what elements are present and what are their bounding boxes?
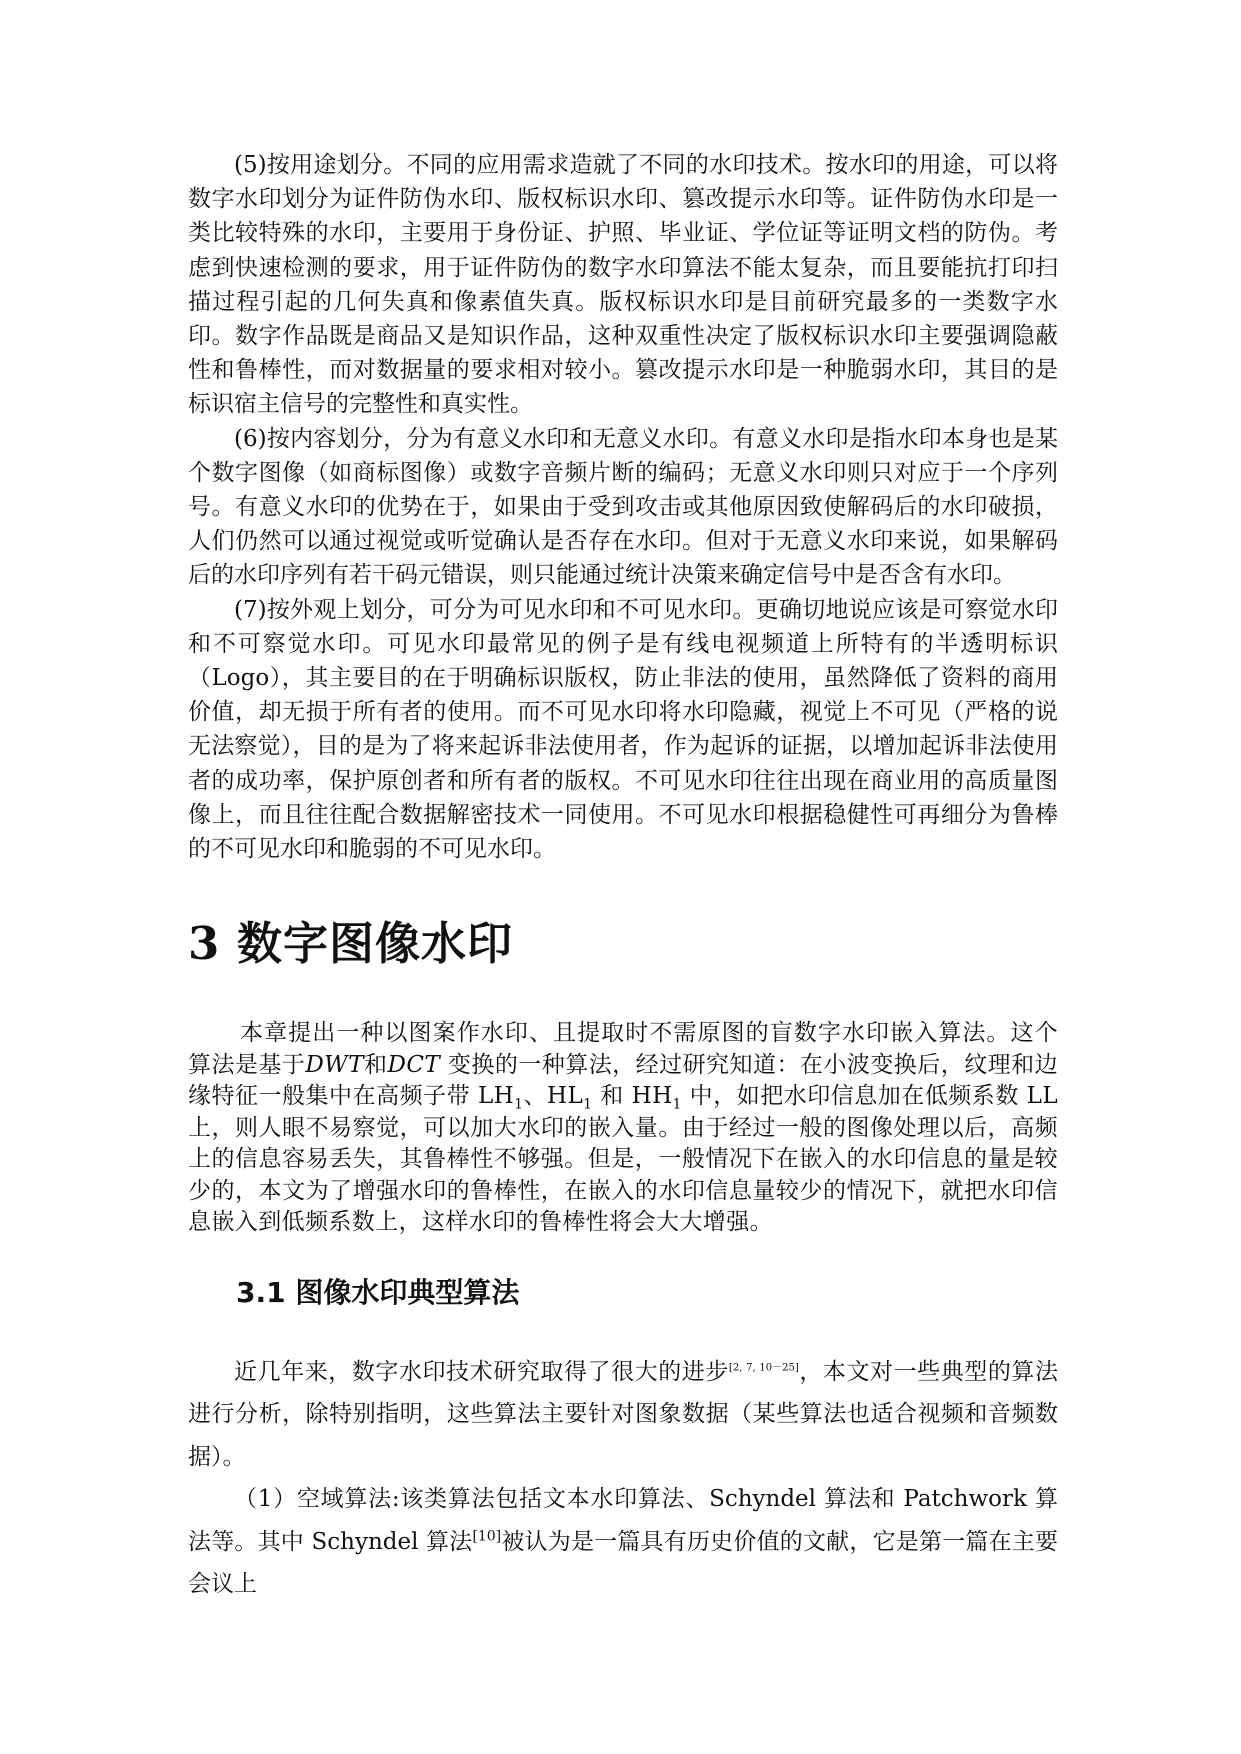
paragraph-6-by-content: (6)按内容划分，分为有意义水印和无意义水印。有意义水印是指水印本身也是某个数字图像（如商标图像）或数字音频片断的编码；无意义水印则只对应于一个序列号。有意义水印的优势在于，如果由于受到攻击或其他原因致使解码后的水印破损，人们仍然可以通过视觉或听觉确认是否存在水印。但对于无意义水印来说，如果解码后的水印序列有若干码元错误，则只能通过统计决策来确定信号中是否含有水印。 xyxy=(188,425,1058,589)
section-body xyxy=(188,1351,1058,1606)
section-p1-text-1: 近几年来，数字水印技术研究取得了很大的进步 xyxy=(234,1358,729,1385)
section-heading: 3.1 图像水印典型算法 xyxy=(236,1275,520,1309)
intro-text-5: 和 HH xyxy=(592,1083,673,1110)
dct-term: DCT xyxy=(387,1051,441,1078)
chapter-intro-paragraph xyxy=(188,1018,1058,1239)
section-paragraph-1 xyxy=(188,1351,1058,1479)
hl-subscript: 1 xyxy=(583,1096,593,1113)
section-p2-text-1: （1）空域算法:该类算法包括文本水印算法、Schyndel 算法和 Patchwork 算法等。其中 Schyndel 算法 xyxy=(188,1486,1058,1555)
citation-10: [10] xyxy=(472,1528,502,1545)
section-p1-text-2: ，本文对一些典型的算法进行分析，除特别指明，这些算法主要针对图象数据（某些算法也适合视频和音频数据）。 xyxy=(188,1358,1058,1470)
dwt-term: DWT xyxy=(305,1051,364,1078)
intro-text-4: 、HL xyxy=(523,1083,584,1110)
hh-subscript: 1 xyxy=(672,1096,682,1113)
intro-text-2: 和 xyxy=(363,1051,388,1078)
intro-text-3: 变换的一种算法，经过研究知道：在小波变换后，纹理和边缘特征一般集中在高频子带 LH xyxy=(188,1051,1058,1110)
page-content xyxy=(188,148,1058,1606)
chapter-heading: 3 数字图像水印 xyxy=(188,917,513,971)
intro-text-1: 本章提出一种以图案作水印、且提取时不需原图的盲数字水印嵌入算法。这个算法是基于 xyxy=(188,1020,1058,1078)
intro-text-6: 中，如把水印信息加在低频系数 LL 上，则人眼不易察觉，可以加大水印的嵌入量。由于经过一般的图像处理以后，高频上的信息容易丢失，其鲁棒性不够强。但是，一般情况下在嵌入的水印信息的量是较少的，本文为了增强水印的鲁棒性，在嵌入的水印信息量较少的情况下，就把水印信息嵌入到低频系数上，这样水印的鲁棒性将会大大增强。 xyxy=(188,1083,1058,1236)
citation-2-7-10-25: [2, 7, 10－25] xyxy=(728,1362,799,1374)
paragraph-7-by-appearance: (7)按外观上划分，可分为可见水印和不可见水印。更确切地说应该是可察觉水印和不可察觉水印。可见水印最常见的例子是有线电视频道上所特有的半透明标识（Logo），其主要目的在于明确标识版权，防止非法的使用，虽然降低了资料的商用价值，却无损于所有者的使用。而不可见水印将水印隐藏，视觉上不可见（严格的说无法察觉），目的是为了将来起诉非法使用者，作为起诉的证据，以增加起诉非法使用者的成功率，保护原创者和所有者的版权。不可见水印往往出现在商业用的高质量图像上，而且往往配合数据解密技术一同使用。不可见水印根据稳健性可再细分为鲁棒的不可见水印和脆弱的不可见水印。 xyxy=(188,596,1058,863)
section-paragraph-2 xyxy=(188,1478,1058,1606)
classification-list xyxy=(188,148,1058,866)
section-p2-text-2: 被认为是一篇具有历史价值的文献，它是第一篇在主要会议上 xyxy=(188,1528,1058,1598)
paragraph-5-by-use: (5)按用途划分。不同的应用需求造就了不同的水印技术。按水印的用途，可以将数字水印划分为证件防伪水印、版权标识水印、篡改提示水印等。证件防伪水印是一类比较特殊的水印，主要用于身份证、护照、毕业证、学位证等证明文档的防伪。考虑到快速检测的要求，用于证件防伪的数字水印算法不能太复杂，而且要能抗打印扫描过程引起的几何失真和像素值失真。版权标识水印是目前研究最多的一类数字水印。数字作品既是商品又是知识作品，这种双重性决定了版权标识水印主要强调隐蔽性和鲁棒性，而对数据量的要求相对较小。篡改提示水印是一种脆弱水印，其目的是标识宿主信号的完整性和真实性。 xyxy=(188,152,1058,418)
chapter-intro xyxy=(188,1018,1058,1239)
lh-subscript: 1 xyxy=(514,1096,524,1113)
